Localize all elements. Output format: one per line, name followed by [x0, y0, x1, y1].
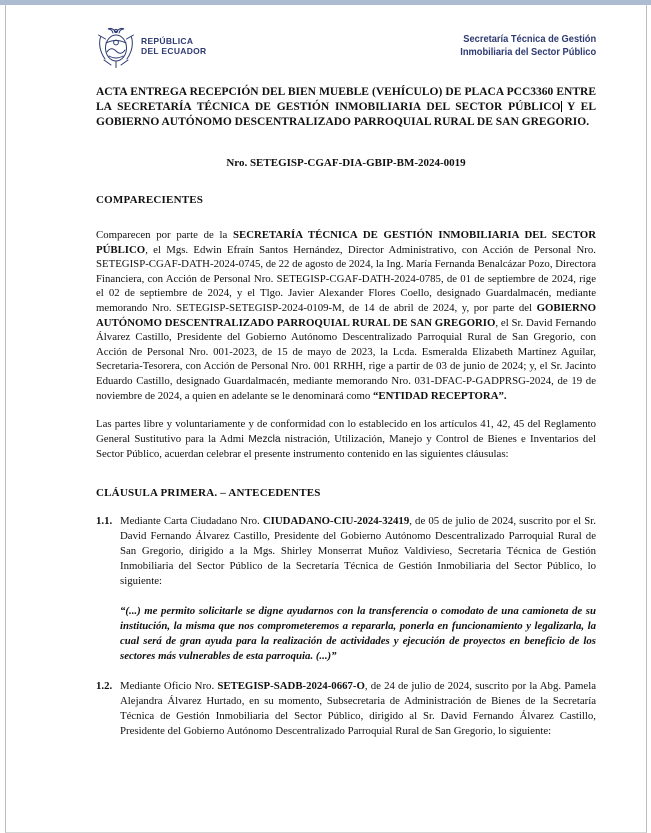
text-segment: Las partes libre y voluntariamente y de conformidad con lo establecido en los artículos 41, 42, 45 del Reglamento General Sustitutivo para la Admi — [96, 418, 596, 445]
text-segment: SETEGISP-SADB-2024-0667-O — [217, 679, 365, 692]
list-item-1-2 — [96, 679, 596, 739]
text-segment: Mediante Carta Ciudadano Nro. — [120, 514, 263, 527]
document-page[interactable] — [5, 5, 647, 833]
text-segment: Comparecen por parte de la — [96, 229, 234, 241]
title-text-before-cursor: ACTA ENTREGA RECEPCIÓN DEL BIEN MUEBLE (VEHÍCULO) DE PLACA PCC3360 ENTRE LA SECRETARÍA TÉCNICA DE GESTIÓN INMOBILIARIA DEL SECTOR PÚBLICO — [96, 86, 596, 113]
section-heading-comparecientes: COMPARECIENTES — [96, 194, 204, 206]
text-segment: Mezcla — [248, 433, 281, 445]
clause-heading: CLÁUSULA PRIMERA. – ANTECEDENTES — [96, 486, 321, 499]
republic-line2: DEL ECUADOR — [141, 46, 207, 56]
list-item-text — [120, 514, 596, 589]
letterhead — [96, 23, 596, 69]
list-item-number: 1.2. — [96, 679, 113, 692]
text-segment: “ENTIDAD RECEPTORA”. — [373, 389, 507, 402]
text-segment: SECRETARÍA TÉCNICA DE GESTIÓN INMOBILIARIA DEL SECTOR PÚBLICO — [96, 229, 597, 256]
text-segment: , el Sr. David Fernando Álvarez Castillo, Presidente del Gobierno Autónomo Descentralizado Parroquial Rural de San Gregorio, con Acción de Personal Nro. 001-2023, de 15 de mayo de 2023, la Lcda. Esmeralda Elizabeth Martínez Aguilar, Secretaria-Tesorera, con Acción de Personal Nro. 001 RRHH, rige a partir de 03 de junio de 2024; y, el Sr. Jacinto Eduardo Castillo, designado Guardalmacén, mediante memorando Nro. 031-DFAC-P-GADPRSG-2024, de 19 de noviembre de 2024, a quien en adelante se le denominará como — [96, 316, 597, 402]
text-segment: , de 24 de julio de 2024, suscrito por la Abg. Pamela Alejandra Álvarez Hurtado, en su momento, Subsecretaria de Administración de Bienes de la Secretaría Técnica de Gestión Inmobiliaria del Sector Público, dirigido al Sr. David Fernando Álvarez Castillo, Presidente del Gobierno Autónomo Descentralizado Parroquial Rural de San Gregorio, lo siguiente: — [120, 679, 596, 737]
org-name — [460, 33, 596, 59]
text-segment: “(...) me permito solicitarle se digne ayudarnos con la transferencia o comodato de una camioneta de su institución, la misma que nos comprometeremos a repararla, ponerla en funcionamiento y legalizarla, la cual será de gran ayuda para la realización de actividades y ejecución de proyectos en beneficio de los sectores más vulnerables de esta parroquia. (...)” — [120, 604, 596, 662]
text-segment: nistración, Utilización, Manejo y Control de Bienes e Inventarios del Sector Público, acuerdan celebrar el presente instrumento contenido en las siguientes cláusulas: — [96, 432, 596, 461]
republic-line1: REPÚBLICA — [141, 35, 194, 46]
text-segment: Mediante Oficio Nro. — [120, 679, 218, 692]
quoted-request-text — [120, 604, 596, 664]
list-item-number: 1.1. — [96, 514, 113, 527]
document-number: Nro. SETEGISP-CGAF-DIA-GBIP-BM-2024-0019 — [226, 157, 466, 169]
text-segment: GOBIERNO AUTÓNOMO DESCENTRALIZADO PARROQUIAL RURAL DE SAN GREGORIO — [96, 301, 596, 329]
title-text-after-cursor: Y EL GOBIERNO AUTÓNOMO DESCENTRALIZADO PARROQUIAL RURAL DE SAN GREGORIO. — [96, 101, 597, 128]
paragraph-las-partes — [96, 417, 596, 462]
republic-label — [141, 36, 206, 56]
text-segment: , de 05 de julio de 2024, suscrito por el Sr. David Fernando Álvarez Castillo, Presidente del Gobierno Autónomo Descentralizado Parroquial Rural de San Gregorio, dirigido a la Mgs. Shirley Monserrat Muñoz Valdivieso, Secretaria Técnica de Gestión Inmobiliaria del Sector Público de la Secretaría Técnica de Gestión Inmobiliaria del Sector Público, lo siguiente: — [120, 514, 596, 587]
text-segment: , el Mgs. Edwin Efraín Santos Hernández, Director Administrativo, con Acción de Personal Nro. SETEGISP-CGAF-DATH-2024-0745, de 22 de agosto de 2024, la Ing. María Fernanda Benalcázar Pozo, Directora Financiera, con Acción de Personal Nro. SETEGISP-CGAF-DATH-2024-0785, de 01 de septiembre de 2024, rige el 02 de septiembre de 2024, y el Tlgo. Javier Alexander Flores Coello, designado Guardalmacén, mediante memorando Nro. SETEGISP-SETEGISP-2024-0109-M, de 14 de abril de 2024, y, por parte del — [96, 243, 596, 314]
list-item-1-1 — [96, 514, 596, 589]
text-segment: CIUDADANO-CIU-2024-32419 — [262, 514, 410, 527]
ecuador-coat-of-arms-icon — [96, 23, 136, 69]
org-line2: Inmobiliaria del Sector Público — [460, 47, 596, 58]
document-title — [96, 85, 596, 130]
paragraph-comparecen — [96, 228, 596, 403]
list-item-text — [120, 679, 596, 739]
letterhead-left — [96, 23, 206, 69]
org-line1: Secretaría Técnica de Gestión — [463, 34, 596, 45]
